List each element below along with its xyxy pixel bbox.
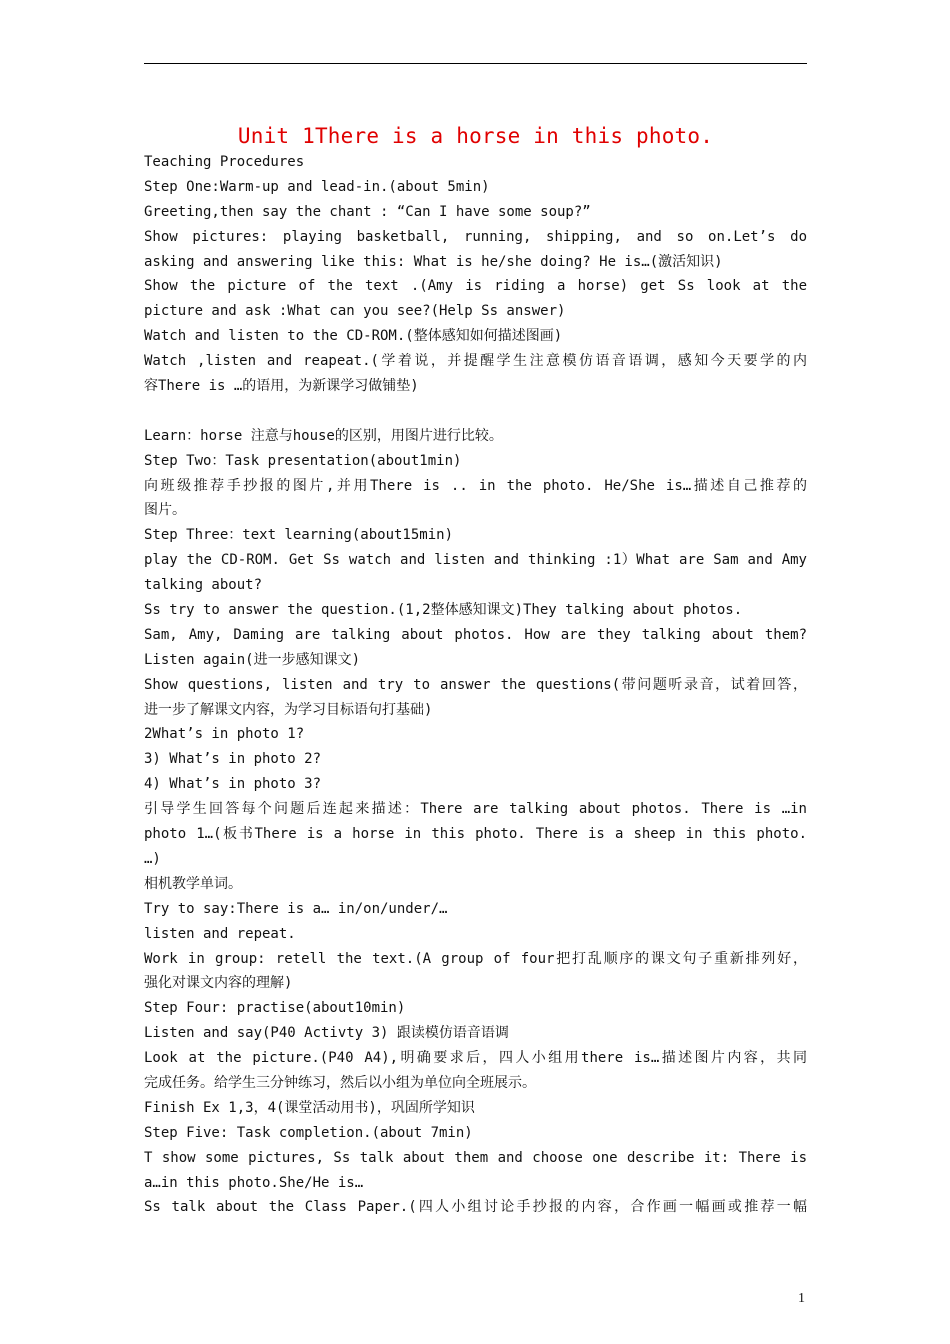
page-number: 1 xyxy=(798,1291,805,1306)
text-line: Watch ,listen and reapeat.(学着说，并提醒学生注意模仿语音语调，感知今天要学的内 xyxy=(144,353,807,370)
text-line: Show questions, listen and try to answer the questions(带问题听录音，试着回答， xyxy=(144,676,807,693)
text-line: Step Four: practise(about10min) xyxy=(144,1000,406,1017)
text-line: 完成任务。给学生三分钟练习，然后以小组为单位向全班展示。 xyxy=(144,1074,536,1091)
text-line: Work in group: retell the text.(A group of four把打乱顺序的课文句子重新排列好， xyxy=(144,950,807,967)
text-line: T show some pictures, Ss talk about them and choose one describe it: There is xyxy=(144,1149,807,1166)
text-line: Try to say:There is a… in/on/under/… xyxy=(144,900,448,917)
text-line: Learn：horse 注意与house的区别，用图片进行比较。 xyxy=(144,427,503,444)
text-line: Step One:Warm-up and lead-in.(about 5min) xyxy=(144,178,490,195)
text-line: Ss talk about the Class Paper.(四人小组讨论手抄报的内容，合作画一幅画或推荐一幅 xyxy=(144,1199,807,1216)
text-line: 2What’s in photo 1? xyxy=(144,726,305,743)
text-line: …) xyxy=(144,850,161,867)
text-line: Show the picture of the text .(Amy is riding a horse) get Ss look at the xyxy=(144,278,807,295)
document-body xyxy=(144,150,807,1220)
text-line: 向班级推荐手抄报的图片,并用There is .. in the photo. He/She is…描述自己推荐的 xyxy=(144,477,807,494)
text-line: Watch and listen to the CD-ROM.(整体感知如何描述图画) xyxy=(144,328,563,345)
text-line: 图片。 xyxy=(144,502,186,519)
text-line: Sam, Amy, Daming are talking about photos. How are they talking about them? xyxy=(144,626,807,643)
text-line: listen and repeat. xyxy=(144,925,296,942)
text-line: Step Five: Task completion.(about 7min) xyxy=(144,1124,473,1141)
text-line: 引导学生回答每个问题后连起来描述：There are talking about photos. There is …in xyxy=(144,801,807,818)
blank-line xyxy=(144,399,807,424)
text-line: a…in this photo.She/He is… xyxy=(144,1174,364,1191)
text-line: Finish Ex 1,3，4(课堂活动用书)，巩固所学知识 xyxy=(144,1099,475,1116)
text-line: 相机教学单词。 xyxy=(144,875,242,892)
text-line: Teaching Procedures xyxy=(144,154,305,170)
header-rule xyxy=(144,63,807,64)
document-title: Unit 1There is a horse in this photo. xyxy=(237,124,714,148)
text-line: picture and ask :What can you see?(Help Ss answer) xyxy=(144,303,566,320)
text-line: 强化对课文内容的理解) xyxy=(144,975,293,992)
text-line: Greeting,then say the chant : “Can I have some soup?” xyxy=(144,203,591,220)
text-line: play the CD-ROM. Get Ss watch and listen and thinking :1）What are Sam and Amy xyxy=(144,552,807,569)
text-line: asking and answering like this: What is he/she doing? He is…(激活知识) xyxy=(144,253,723,270)
text-line: talking about? xyxy=(144,577,263,594)
text-line: 3) What’s in photo 2? xyxy=(144,751,322,768)
text-line: Listen again(进一步感知课文) xyxy=(144,651,361,668)
text-line: Ss try to answer the question.(1,2整体感知课文)They talking about photos. xyxy=(144,602,743,619)
text-line: Look at the picture.(P40 A4),明确要求后，四人小组用there is…描述图片内容，共同 xyxy=(144,1050,807,1067)
text-line: Step Three：text learning(about15min) xyxy=(144,527,454,544)
text-line: photo 1…(板书There is a horse in this photo. There is a sheep in this photo. xyxy=(144,826,807,843)
text-line: 4) What’s in photo 3? xyxy=(144,776,322,793)
text-line: Show pictures: playing basketball, running, shipping, and so on.Let’s do xyxy=(144,228,807,245)
text-line: Step Two：Task presentation(about1min) xyxy=(144,452,462,469)
text-line: 进一步了解课文内容，为学习目标语句打基础) xyxy=(144,701,433,718)
text-line: 容There is …的语用，为新课学习做铺垫) xyxy=(144,378,419,395)
text-line: Listen and say(P40 Activty 3) 跟读模仿语音语调 xyxy=(144,1025,509,1042)
